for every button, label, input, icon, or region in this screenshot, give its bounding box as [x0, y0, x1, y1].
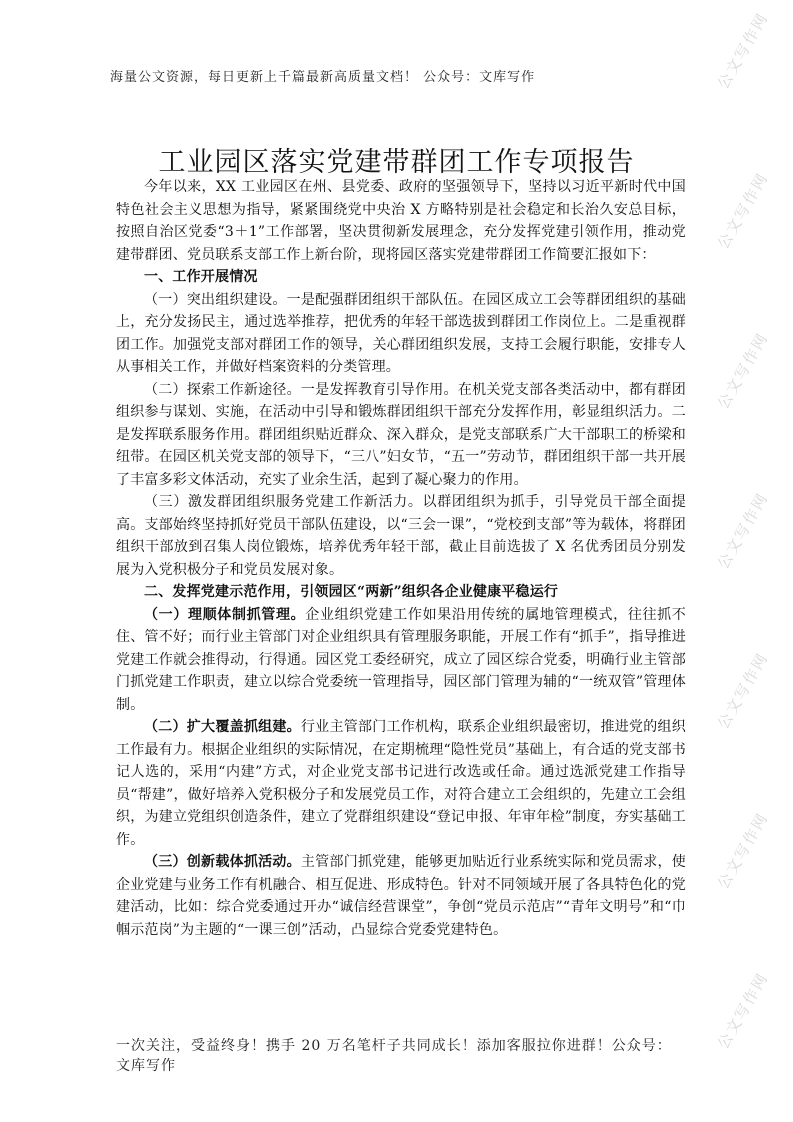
paragraph: （三）激发群团组织服务党建工作新活力。以群团组织为抓手，引导党员干部全面提高。支部始终坚持抓好党员干部队伍建设，以“三会一课”，“党校到支部”等为载体，将群团组织干部放到召集人岗位锻炼，培养优秀年轻干部，截止目前选拔了 X 名优秀团员分别发展为入党积极分子和党员发展对象。 — [116, 494, 686, 578]
paragraph-lead: （二）扩大覆盖抓组建。 — [144, 719, 301, 735]
document-title: 工业园区落实党建带群团工作专项报告 — [158, 147, 635, 178]
intro-paragraph: 今年以来，XX 工业园区在州、县党委、政府的坚强领导下，坚持以习近平新时代中国特色社会主义思想为指导，紧紧围绕党中央治 X 方略特别是社会稳定和长治久安总目标，按照自治区党委“3＋1”工作部署，坚决贯彻新发展理念，充分发挥党建引领作用，推动党建带群团、党员联系支部工作上新台阶，现将园区落实党建带群团工作简要汇报如下： — [116, 179, 686, 263]
paragraph-lead: （一）理顺体制抓管理。 — [144, 606, 306, 623]
paragraph-text: 企业组织党建工作如果沿用传统的属地管理模式，往往抓不住、管不好；而行业主管部门对企业组织具有管理服务职能，开展工作有“抓手”，指导推进党建工作就会推得动，行得通。园区党工委经研究，成立了园区综合党委，明确行业主管部门抓党建工作职责，建立以综合党委统一管理指导，园区部门管理为辅的“一统双管”管理体制。 — [116, 606, 687, 713]
watermark-text: 公文写作网 — [713, 489, 772, 573]
paragraph: （二）探索工作新途径。一是发挥教育引导作用。在机关党支部各类活动中，都有群团组织参与谋划、实施，在活动中引导和锻炼群团组织干部充分发挥作用，彰显组织活力。二是发挥联系服务作用。群团组织贴近群众、深入群众，是党支部联系广大干部职工的桥梁和纽带。在园区机关党支部的领导下，“三八”妇女节，“五一”劳动节，群团组织干部一共开展了丰富多彩文体活动，充实了业余生活，起到了凝心聚力的作用。 — [116, 381, 686, 488]
watermark-text: 公文写作网 — [713, 169, 772, 253]
document-body — [116, 176, 686, 941]
page-header-note: 海量公文资源，每日更新上千篇最新高质量文档！ 公众号：文库写作 — [110, 70, 536, 85]
watermark-text: 公文写作网 — [713, 9, 772, 93]
paragraph — [116, 604, 686, 717]
watermark-text: 公文写作网 — [713, 649, 772, 733]
paragraph — [116, 716, 686, 851]
section-heading: 二、发挥党建示范作用，引领园区“两新”组织各企业健康平稳运行 — [144, 584, 559, 600]
paragraph-text: 主管部门抓党建，能够更加贴近行业系统实际和党员需求，使企业党建与业务工作有机融合、相互促进、形成特色。针对不同领域开展了各具特色化的党建活动，比如：综合党委通过开办“诚信经营课堂”，争创“党员示范店”“青年文明号”和“巾帼示范岗”为主题的“一课三创”活动，凸显综合党委党建特色。 — [116, 854, 687, 938]
paragraph: （一）突出组织建设。一是配强群团组织干部队伍。在园区成立工会等群团组织的基础上，充分发扬民主，通过选举推荐，把优秀的年轻干部选拔到群团工作岗位上。二是重视群团工作。加强党支部对群团工作的领导，关心群团组织发展，支持工会履行职能，安排专人从事相关工作，并做好档案资料的分类管理。 — [116, 291, 686, 375]
watermark-text: 公文写作网 — [713, 329, 772, 413]
section-heading: 一、工作开展情况 — [144, 269, 258, 285]
watermark-text: 公文写作网 — [713, 809, 772, 893]
watermark-text: 公文写作网 — [713, 969, 772, 1053]
paragraph — [116, 851, 686, 941]
paragraph-lead: （三）创新载体抓活动。 — [144, 854, 301, 870]
paragraph-text: 行业主管部门工作机构，联系企业组织最密切，推进党的组织工作最有力。根据企业组织的实际情况，在定期梳理“隐性党员”基础上，有合适的党支部书记人选的，采用“内建”方式，对企业党支部书记进行改选或任命。通过选派党建工作指导员“帮建”，做好培养入党积极分子和发展党员工作，对符合建立工会组织的，先建立工会组织，为建立党组织创造条件，建立了党群组织建设“登记申报、年审年检”制度，夯实基础工作。 — [116, 719, 687, 848]
page-footer-note: 一次关注，受益终身！携手 20 万名笔杆子共同成长！添加客服拉你进群！公众号：文库写作 — [116, 1038, 672, 1074]
